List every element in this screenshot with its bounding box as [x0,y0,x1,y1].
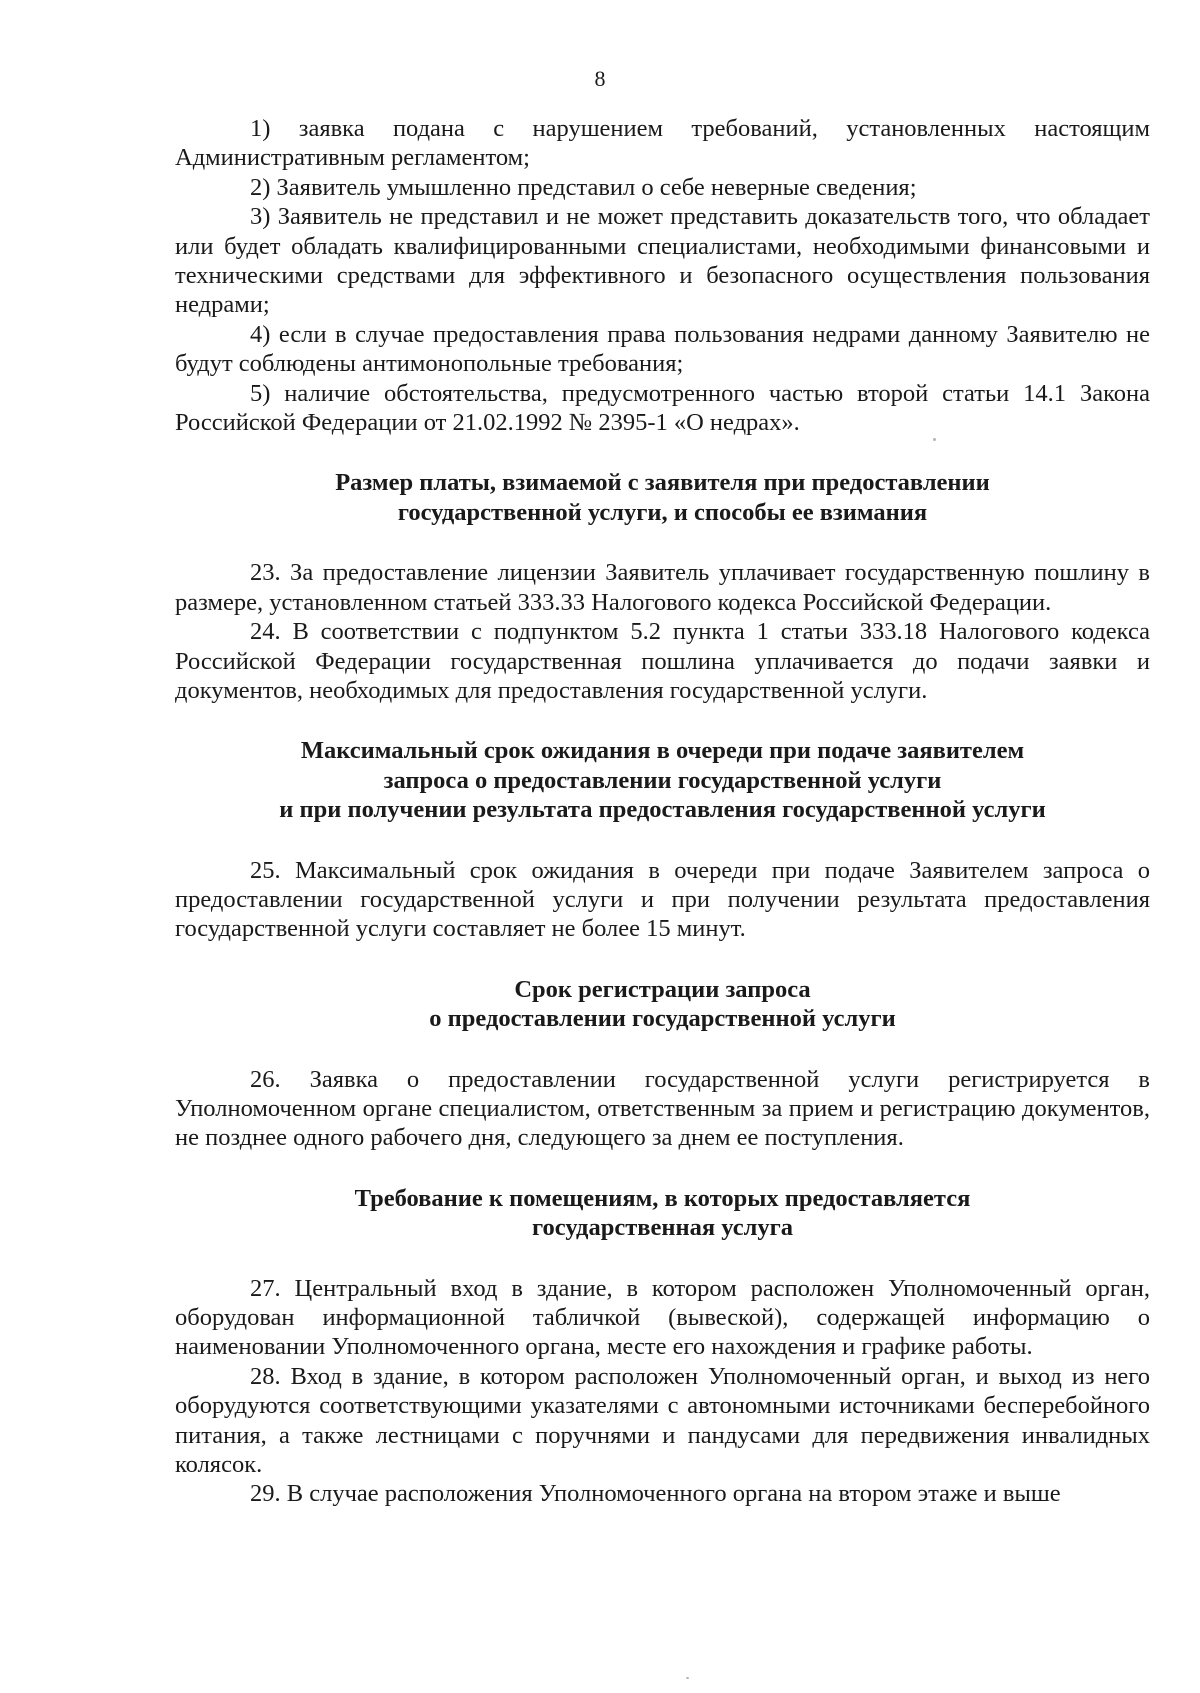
paragraph-25: 25. Максимальный срок ожидания в очереди при подаче Заявителем запроса о предоставлении государственной услуги и при получении результата предоставления государственной услуги составляет не более 15 минут. [175,856,1150,943]
list-item-1: 1) заявка подана с нарушением требований, установленных настоящим Административным регламентом; [175,115,1150,172]
paragraph-29: 29. В случае расположения Уполномоченного органа на втором этаже и выше [250,1480,1061,1508]
heading-line: и при получении результата предоставления государственной услуги [279,796,1046,824]
heading-line: Срок регистрации запроса [514,975,811,1003]
paragraph-26: 26. Заявка о предоставлении государственной услуги регистрируется в Уполномоченном органе специалистом, ответственным за прием и регистрацию документов, не позднее одного рабочего дня, следующего за днем ее поступления. [175,1065,1150,1152]
page-number: 8 [594,66,606,91]
heading-line: государственной услуги, и способы ее взимания [397,498,928,526]
heading-line: Размер платы, взимаемой с заявителя при предоставлении [335,469,990,497]
heading-line: Максимальный срок ожидания в очереди при подаче заявителем [300,737,1025,765]
scan-speck [933,438,936,441]
heading-line: государственная услуга [532,1214,793,1242]
paragraph-27: 27. Центральный вход в здание, в котором расположен Уполномоченный орган, оборудован информационной табличкой (вывеской), содержащей информацию о наименовании Уполномоченного органа, месте его нахождения и графике работы. [175,1274,1150,1361]
heading-line: запроса о предоставлении государственной услуги [383,766,942,794]
section-heading-premises [175,1184,1150,1243]
section-heading-fee [175,468,1150,527]
list-item-5: 5) наличие обстоятельства, предусмотренного частью второй статьи 14.1 Закона Российской Федерации от 21.02.1992 № 2395-1 «О недрах». [175,379,1150,437]
list-item-2: 2) Заявитель умышленно представил о себе неверные сведения; [250,173,917,201]
list-item-4: 4) если в случае предоставления права пользования недрами данному Заявителю не будут соблюдены антимонопольные требования; [175,320,1150,378]
paragraph-23: 23. За предоставление лицензии Заявитель уплачивает государственную пошлину в размере, установленном статьей 333.33 Налогового кодекса Российской Федерации. [175,559,1150,616]
scan-speck [686,1677,689,1679]
heading-line: о предоставлении государственной услуги [429,1005,896,1033]
document-body [175,114,1150,1509]
heading-line: Требование к помещениям, в которых предоставляется [354,1184,971,1212]
paragraph-24: 24. В соответствии с подпунктом 5.2 пункта 1 статьи 333.18 Налогового кодекса Российской Федерации государственная пошлина уплачивается до подачи заявки и документов, необходимых для предоставления государственной услуги. [175,618,1150,704]
paragraph-28: 28. Вход в здание, в котором расположен Уполномоченный орган, и выход из него оборудуются соответствующими указателями с автономными источниками бесперебойного питания, а также лестницами с поручнями и пандусами для передвижения инвалидных колясок. [175,1362,1150,1479]
list-item-3: 3) Заявитель не представил и не может представить доказательств того, что обладает или будет обладать квалифицированными специалистами, необходимыми финансовыми и техническими средствами для эффективного и безопасного осуществления пользования недрами; [175,203,1150,319]
section-heading-queue-time [175,736,1150,824]
section-heading-registration-term [175,975,1150,1034]
